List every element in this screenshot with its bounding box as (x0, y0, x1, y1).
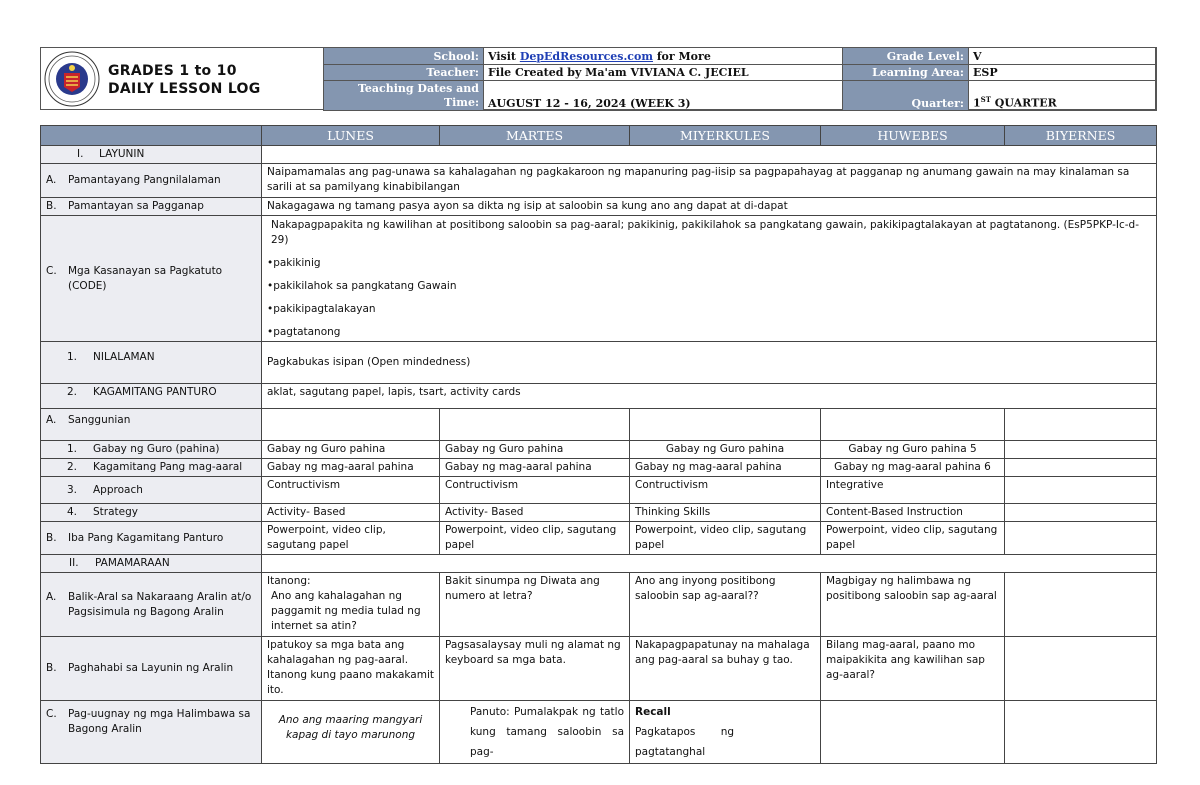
day-martes: MARTES (440, 126, 630, 146)
grade-label: Grade Level: (843, 48, 969, 65)
approach-label: 3. Approach (41, 477, 262, 504)
bullet-item: •pagtatanong (267, 326, 341, 338)
day-miyerkules: MIYERKULES (630, 126, 821, 146)
paghahabi-row (41, 637, 1157, 701)
cell-huwebes: Gabay ng mag-aaral pahina 6 (821, 459, 1005, 477)
title-line-2: DAILY LESSON LOG (108, 81, 261, 97)
cell-huwebes: Powerpoint, video clip, sagutang papel (821, 522, 1005, 555)
cell-miyerkules: Powerpoint, video clip, sagutang papel (630, 522, 821, 555)
cell-biyernes (1005, 441, 1157, 459)
cell-biyernes (1005, 573, 1157, 637)
sanggunian-row (41, 409, 1157, 441)
deped-seal-icon (44, 51, 100, 107)
kagamitang-mag-aaral-label: 2. Kagamitang Pang mag-aaral (41, 459, 262, 477)
lesson-table (40, 125, 1157, 764)
day-biyernes: BIYERNES (1005, 126, 1157, 146)
cell-biyernes (1005, 477, 1157, 504)
sanggunian-cell (440, 409, 630, 441)
layunin-row (41, 146, 1157, 164)
grade-value: V (969, 48, 1157, 65)
cell-lunes: Powerpoint, video clip, sagutang papel (262, 522, 440, 555)
sanggunian-label: A. Sanggunian (41, 409, 262, 441)
cell-lunes: Gabay ng Guro pahina (262, 441, 440, 459)
school-value: Visit DepEdResources.com for More (484, 48, 843, 65)
quarter-label: Quarter: (843, 81, 969, 111)
day-header-blank (41, 126, 262, 146)
cell-lunes: Activity- Based (262, 504, 440, 522)
cell-lunes: Contructivism (262, 477, 440, 504)
cell-martes: Bakit sinumpa ng Diwata ang numero at letra? (440, 573, 630, 637)
day-header-row (41, 126, 1157, 146)
cell-martes: Gabay ng mag-aaral pahina (440, 459, 630, 477)
quarter-value: 1ST QUARTER (969, 81, 1157, 111)
cell-lunes: Ipatukoy sa mga bata ang kahalagahan ng pag-aaral. Itanong kung paano makakamit ito. (262, 637, 440, 701)
cell-lunes: Itanong: Ano ang kahalagahan ng paggamit ng media tulad ng internet sa atin? (262, 573, 440, 637)
iba-pang-kagamitan-label: B. Iba Pang Kagamitang Panturo (41, 522, 262, 555)
bullet-item: •pakikilahok sa pangkatang Gawain (267, 280, 457, 292)
nilalaman-row (41, 342, 1157, 384)
sanggunian-cell (262, 409, 440, 441)
kagamitang-mag-aaral-row (41, 459, 1157, 477)
kasanayan-text: Nakapagpapakita ng kawilihan at positibong saloobin sa pag-aaral; pakikinig, pakikilahok sa pangkatang gawain, pakikipagtalakayan at pagtatanong. (EsP5PKP-Ic-d-29) •pakikinig •pakikilahok sa pangkatang Gawain •pakikipagtalakayan •pagtatanong (262, 216, 1157, 342)
title-line-1: GRADES 1 to 10 (108, 63, 237, 79)
cell-miyerkules: Recall Pagkatapos ng pagtatanghal (630, 701, 821, 764)
pamantayang-text: Naipamamalas ang pag-unawa sa kahalagahan ng pagkakaroon ng mapanuring pag-iisip sa pagpapahayag at pagganap ng anumang gawain na may kinalaman sa sarili at sa pamilyang kinabibilangan (262, 164, 1157, 198)
balik-aral-label: A. Balik-Aral sa Nakaraang Aralin at/o Pagsisimula ng Bagong Aralin (41, 573, 262, 637)
nilalaman-text: Pagkabukas isipan (Open mindedness) (262, 342, 1157, 384)
cell-biyernes (1005, 701, 1157, 764)
bullet-item: •pakikipagtalakayan (267, 303, 376, 315)
kasanayan-label: C. Mga Kasanayan sa Pagkatuto (CODE) (41, 216, 262, 342)
cell-huwebes: Content-Based Instruction (821, 504, 1005, 522)
kasanayan-row (41, 216, 1157, 342)
dates-value: AUGUST 12 - 16, 2024 (WEEK 3) (484, 81, 843, 111)
cell-miyerkules: Gabay ng mag-aaral pahina (630, 459, 821, 477)
kagamitan-label: 2. KAGAMITANG PANTURO (41, 384, 262, 409)
cell-biyernes (1005, 504, 1157, 522)
approach-row (41, 477, 1157, 504)
cell-miyerkules: Thinking Skills (630, 504, 821, 522)
school-link[interactable]: DepEdResources.com (519, 49, 653, 63)
kagamitan-text: aklat, sagutang papel, lapis, tsart, activity cards (262, 384, 1157, 409)
cell-miyerkules: Contructivism (630, 477, 821, 504)
cell-huwebes: Gabay ng Guro pahina 5 (821, 441, 1005, 459)
cell-martes: Gabay ng Guro pahina (440, 441, 630, 459)
sanggunian-cell (1005, 409, 1157, 441)
cell-martes: Panuto: Pumalakpak ng tatlo kung tamang saloobin sa pag- (440, 701, 630, 764)
sanggunian-cell (630, 409, 821, 441)
pamantayang-label: A. Pamantayang Pangnilalaman (41, 164, 262, 198)
strategy-row (41, 504, 1157, 522)
cell-biyernes (1005, 522, 1157, 555)
cell-biyernes (1005, 637, 1157, 701)
cell-miyerkules: Ano ang inyong positibong saloobin sap ag-aaral?? (630, 573, 821, 637)
pamamaraan-heading: II. PAMAMARAAN (41, 555, 262, 573)
pag-uugnay-label: C. Pag-uugnay ng mga Halimbawa sa Bagong Aralin (41, 701, 262, 764)
pamamaraan-blank (262, 555, 1157, 573)
cell-miyerkules: Nakapagpapatunay na mahalaga ang pag-aaral sa buhay g tao. (630, 637, 821, 701)
pamamaraan-row (41, 555, 1157, 573)
strategy-label: 4. Strategy (41, 504, 262, 522)
cell-huwebes (821, 701, 1005, 764)
pagganap-text: Nakagagawa ng tamang pasya ayon sa dikta ng isip at saloobin sa kung ano ang dapat at di-dapat (262, 198, 1157, 216)
paghahabi-label: B. Paghahabi sa Layunin ng Aralin (41, 637, 262, 701)
iba-pang-kagamitan-row (41, 522, 1157, 555)
layunin-blank (262, 146, 1157, 164)
day-lunes: LUNES (262, 126, 440, 146)
teacher-value: File Created by Ma'am VIVIANA C. JECIEL (484, 65, 843, 81)
cell-lunes: Ano ang maaring mangyari kapag di tayo marunong (262, 701, 440, 764)
cell-huwebes: Integrative (821, 477, 1005, 504)
cell-huwebes: Bilang mag-aaral, paano mo maipakikita ang kawilihan sap ag-aaral? (821, 637, 1005, 701)
pagganap-row (41, 198, 1157, 216)
layunin-heading: I. LAYUNIN (41, 146, 262, 164)
bullet-item: •pakikinig (267, 257, 321, 269)
pagganap-label: B. Pamantayan sa Pagganap (41, 198, 262, 216)
teacher-label: Teacher: (324, 65, 484, 81)
cell-miyerkules: Gabay ng Guro pahina (630, 441, 821, 459)
cell-lunes: Gabay ng mag-aaral pahina (262, 459, 440, 477)
cell-martes: Activity- Based (440, 504, 630, 522)
header-info-table (323, 47, 1157, 111)
gabay-guro-label: 1. Gabay ng Guro (pahina) (41, 441, 262, 459)
pamantayang-row (41, 164, 1157, 198)
gabay-guro-row (41, 441, 1157, 459)
nilalaman-label: 1. NILALAMAN (41, 342, 262, 384)
area-label: Learning Area: (843, 65, 969, 81)
cell-biyernes (1005, 459, 1157, 477)
school-label: School: (324, 48, 484, 65)
area-value: ESP (969, 65, 1157, 81)
page-title (108, 62, 261, 98)
cell-martes: Contructivism (440, 477, 630, 504)
day-huwebes: HUWEBES (821, 126, 1005, 146)
pag-uugnay-row (41, 701, 1157, 764)
sanggunian-cell (821, 409, 1005, 441)
cell-martes: Pagsasalaysay muli ng alamat ng keyboard sa mga bata. (440, 637, 630, 701)
kagamitan-row (41, 384, 1157, 409)
cell-martes: Powerpoint, video clip, sagutang papel (440, 522, 630, 555)
dates-label: Teaching Dates and Time: (324, 81, 484, 111)
cell-huwebes: Magbigay ng halimbawa ng positibong saloobin sap ag-aaral (821, 573, 1005, 637)
balik-aral-row (41, 573, 1157, 637)
